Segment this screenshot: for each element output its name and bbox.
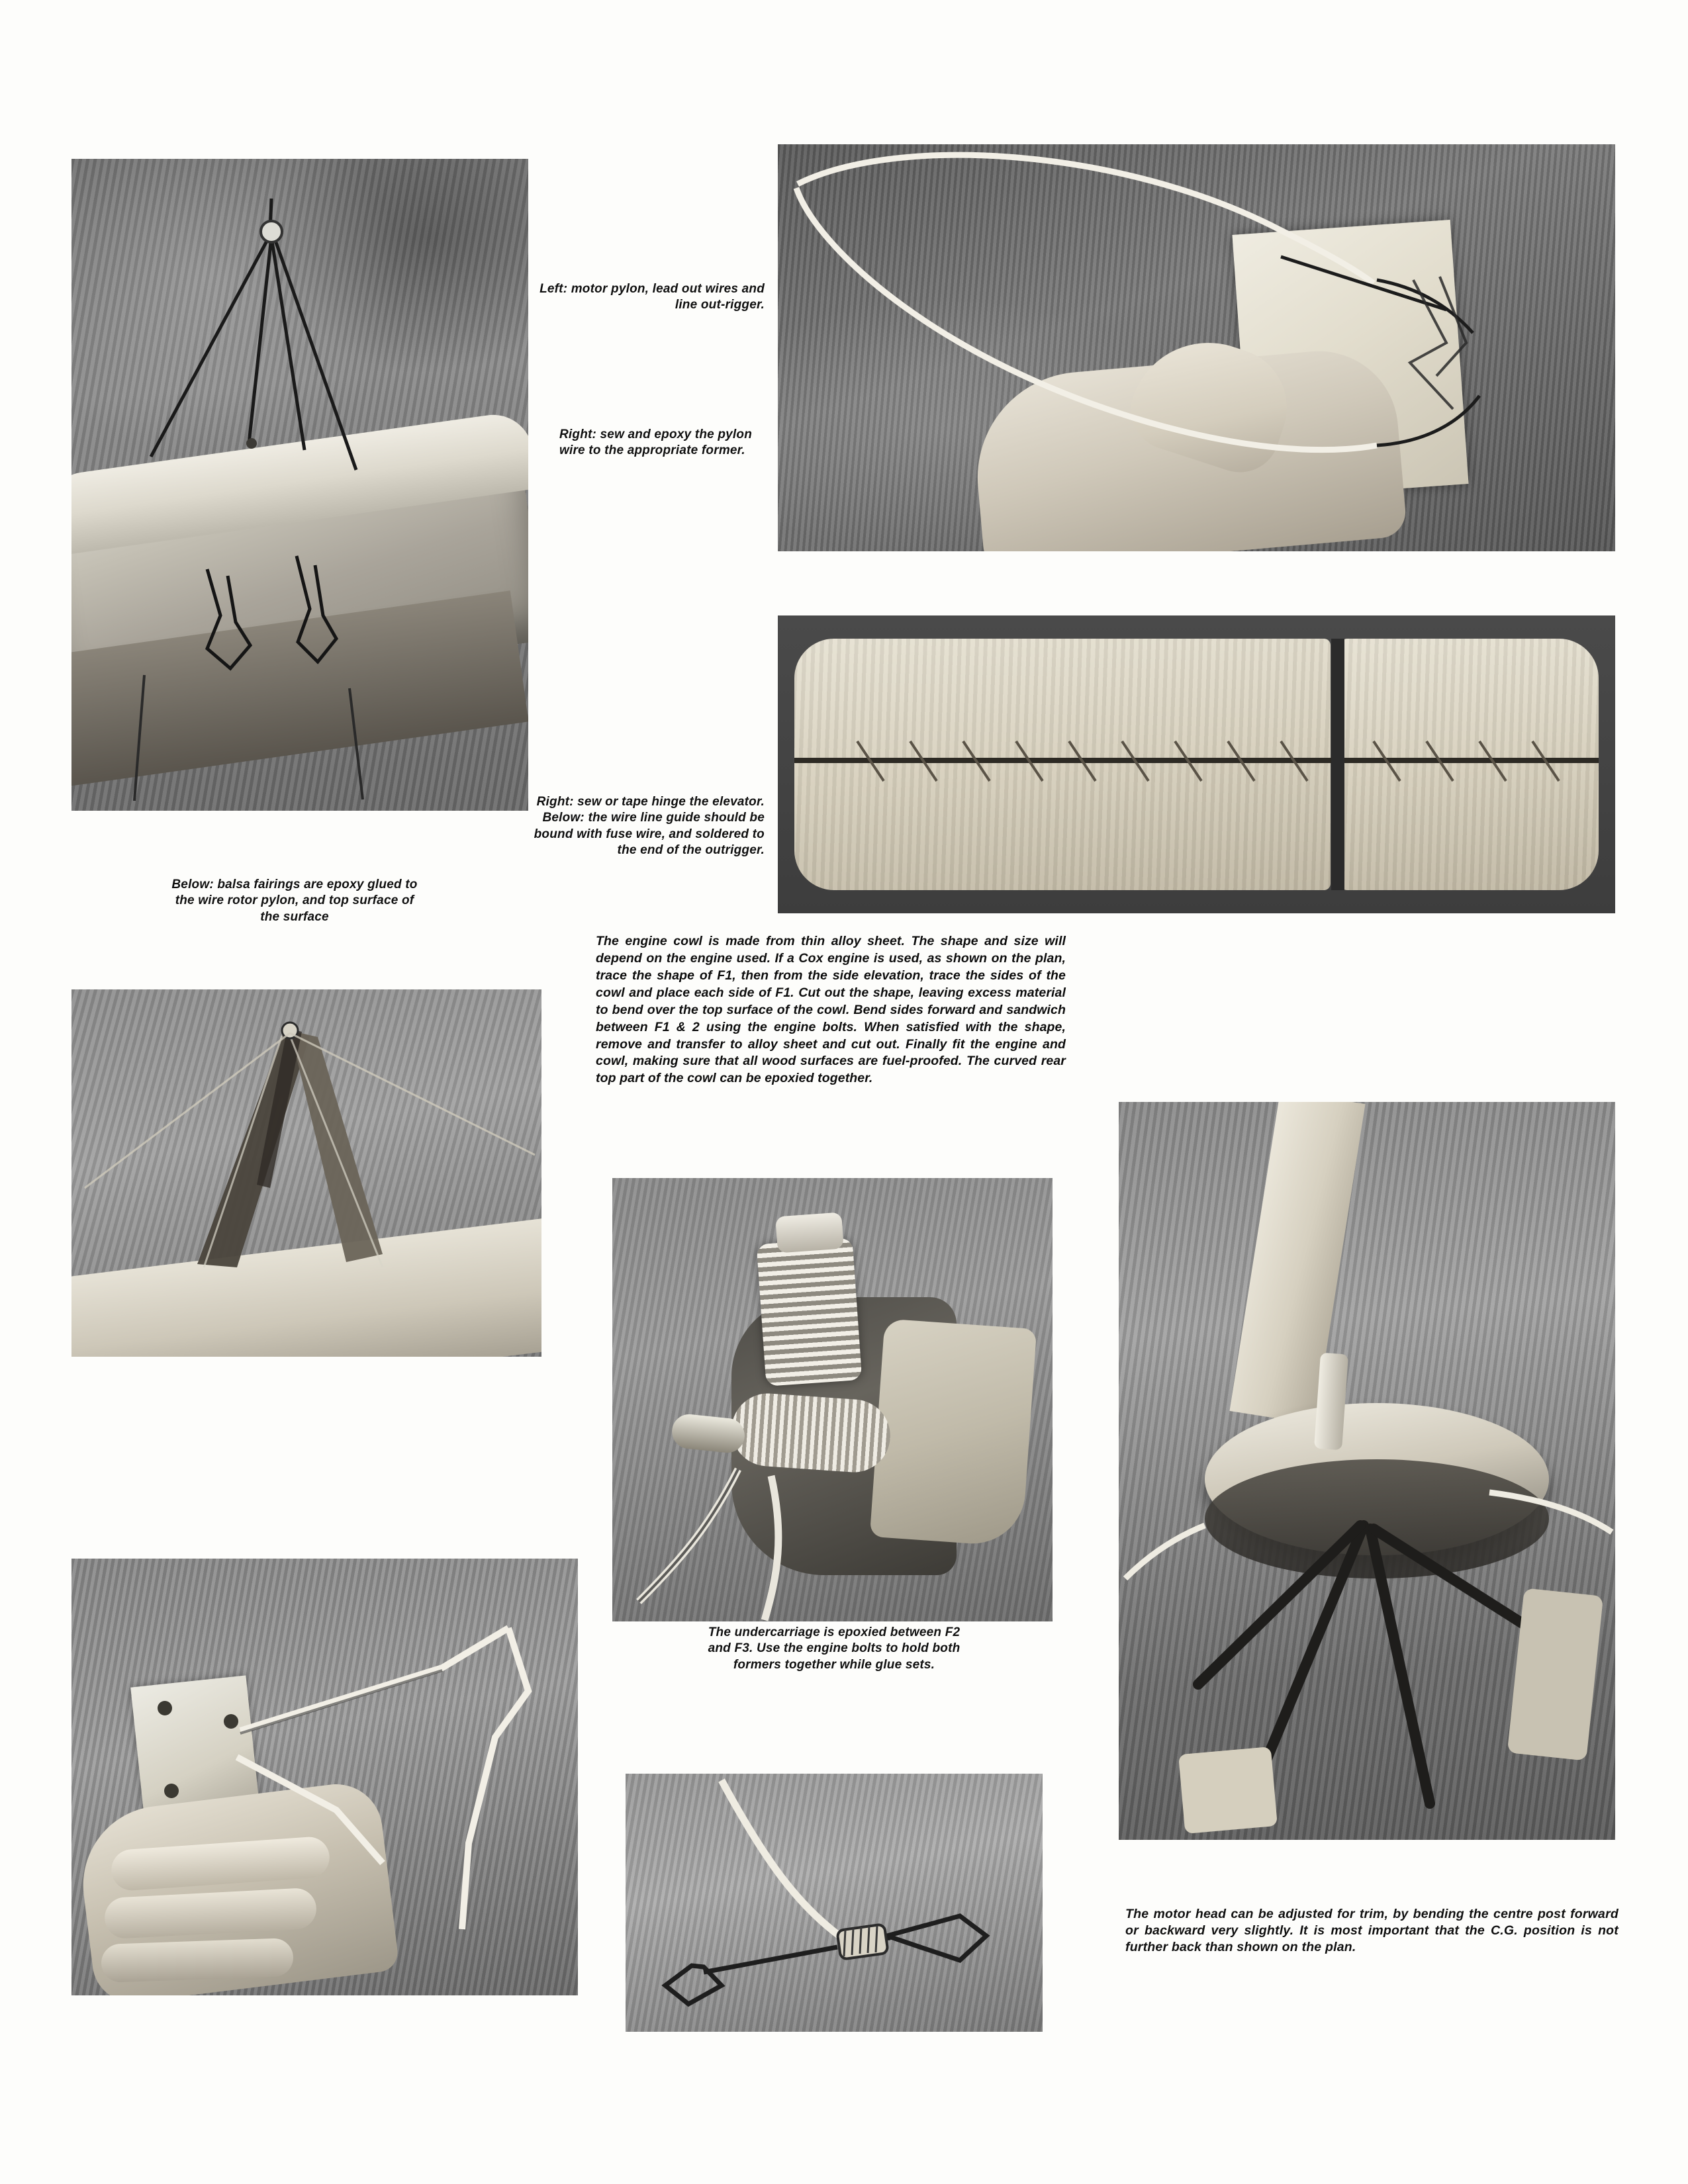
caption-undercarriage: The undercarriage is epoxied between F2 and F3. Use the engine bolts to hold both formers together while glue sets. <box>708 1625 961 1672</box>
undercarriage-leg-wire <box>71 1559 578 1995</box>
caption-balsa-fairings: Below: balsa fairings are epoxy glued to the wire rotor pylon, and top surface of the surface <box>171 878 418 924</box>
rotor-spokes <box>1119 1102 1615 1840</box>
fuse-wire-binding <box>837 1924 888 1960</box>
photo-rotor-head <box>1119 1102 1615 1840</box>
photo-line-guide <box>626 1774 1043 2032</box>
pylon-wire-loop <box>778 144 1615 551</box>
caption-sew-epoxy-pylon: Right: sew and epoxy the pylon wire to the appropriate former. <box>559 428 753 458</box>
hinge-stitching <box>778 615 1615 913</box>
caption-motor-head: The motor head can be adjusted for trim, by bending the centre post forward or backward very slightly. It is most important that the C.G. position is not further back than shown on the plan. <box>1125 1907 1618 1954</box>
balsa-fairing-shape <box>71 989 541 1357</box>
pylon-wire-diagram <box>71 159 528 811</box>
photo-balsa-fairing <box>71 989 541 1357</box>
caption-hinge-elevator: Right: sew or tape hinge the elevator. Below: the wire line guide should be bound with fuse wire, and soldered to the end of the outrigger. <box>534 795 765 857</box>
line-guide-wire <box>626 1774 1043 2032</box>
photo-engine-cowl <box>612 1178 1053 1621</box>
body-engine-cowl: The engine cowl is made from thin alloy sheet. The shape and size will depend on the engine used. If a Cox engine is used, as shown on the plan, trace the shape of F1, then from the side elevation, trace the sides of the cowl and place each side of F1. Cut out the shape, leaving excess material to bend over the top surface of the cowl. Bend sides forward and sandwich between F1 & 2 using the engine bolts. When satisfied with the shape, remove and transfer to alloy sheet and cut out. Finally fit the engine and cowl, making sure that all wood surfaces are fuel-proofed. The curved rear top part of the cowl can be epoxied together. <box>596 934 1066 1086</box>
caption-pylon-leadout: Left: motor pylon, lead out wires and line out-rigger. <box>539 282 765 312</box>
photo-pylon-fuselage <box>71 159 528 811</box>
photo-former-wire <box>778 144 1615 551</box>
photo-elevator-hinge <box>778 615 1615 913</box>
photo-hand-former <box>71 1559 578 1995</box>
undercarriage-wire <box>612 1178 1053 1621</box>
